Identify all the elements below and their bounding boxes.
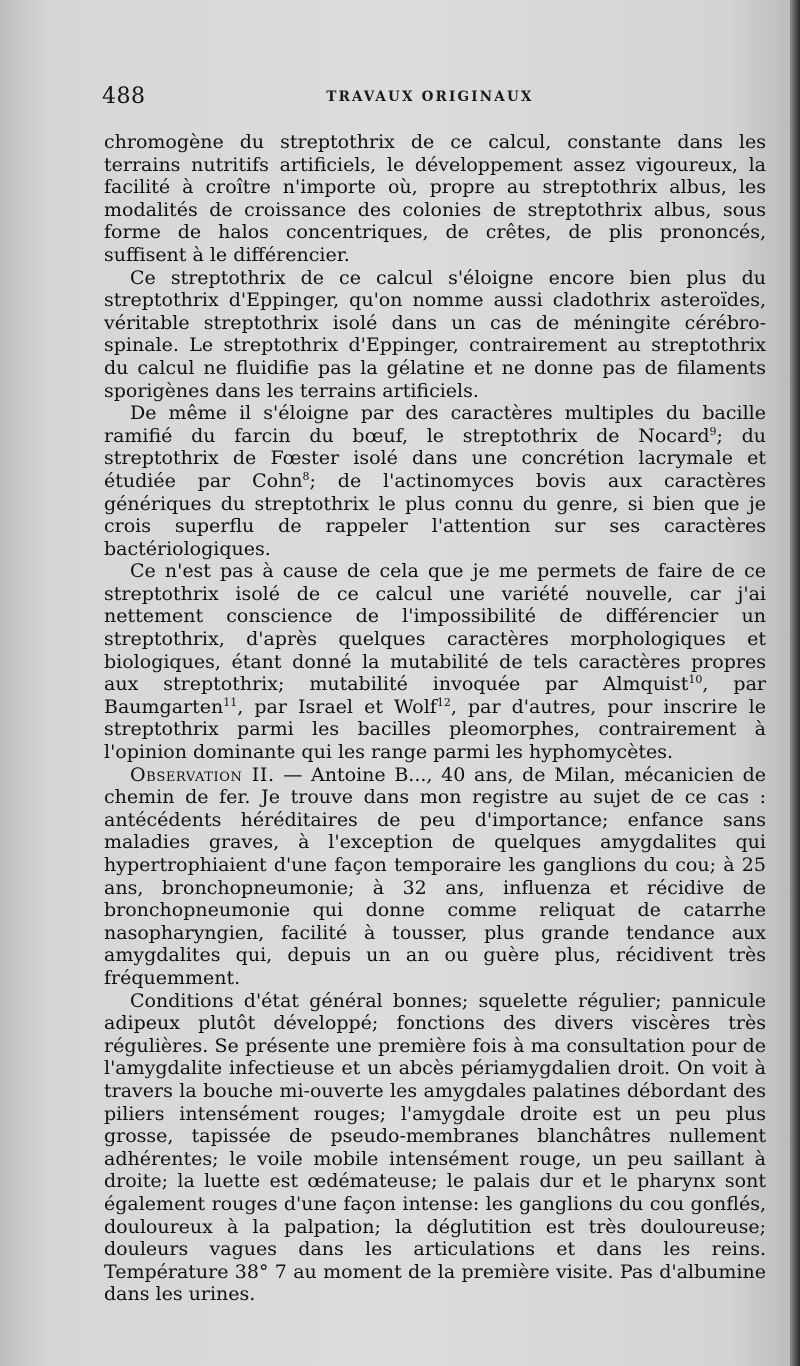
paragraph-4 — [104, 560, 766, 763]
text-segment: De même il s'éloigne par des caractères multiples du bacille ramifié du farcin du bœuf, le streptothrix de Nocard — [104, 402, 766, 447]
observation-label: Observation II. — [130, 763, 275, 786]
footnote-ref: 8 — [302, 469, 310, 483]
text-segment: ; du streptothrix de Fœster isolé dans une concrétion lacrymale et étudiée par Cohn — [104, 424, 767, 492]
page-number: 488 — [102, 84, 146, 109]
running-head: TRAVAUX ORIGINAUX — [326, 89, 534, 105]
footnote-ref: 12 — [436, 695, 451, 709]
paragraph-6: Conditions d'état général bonnes; squelette régulier; pannicule adipeux plutôt développé; fonctions des divers viscères très régulières. Se présente une première fois à ma consultation pour de l'amygdalite infectieuse et un abcès périamygdalien droit. On voit à travers la bouche mi-ouverte les amygdales palatines débordant des piliers intensément rouges; l'amygdale droite est un peu plus grosse, tapissée de pseudo-membranes blanchâtres nullement adhérentes; le voile mobile intensément rouge, un peu saillant à droite; la luette est œdémateuse; le palais dur et le pharynx sont également rouges d'une façon intense: les ganglions du cou gonflés, douloureux à la palpation; la déglutition est très douloureuse; douleurs vagues dans les articulations et dans les reins. Température 38° 7 au moment de la première visite. Pas d'albumine dans les urines. — [104, 989, 766, 1306]
footnote-ref: 11 — [223, 695, 238, 709]
scan-border — [790, 0, 800, 1366]
text-segment: ; de l'actinomyces bovis aux caractères génériques du streptothrix le plus connu du genre, si bien que je crois superflu de rappeler l'attention sur ses caractères bactériologiques. — [104, 469, 766, 560]
paragraph-1: chromogène du streptothrix de ce calcul, constante dans les terrains nutritifs artificiels, le développement assez vigoureux, la facilité à croître n'importe où, propre au streptothrix albus, les modalités de croissance des colonies de streptothrix albus, sous forme de halos concentriques, de crêtes, de plis prononcés, suffisent à le différencier. — [104, 131, 766, 266]
body-text — [104, 131, 766, 1306]
paragraph-2: Ce streptothrix de ce calcul s'éloigne encore bien plus du streptothrix d'Eppinger, qu'on nomme aussi cladothrix asteroïdes, véritable streptothrix isolé dans un cas de méningite cérébro-spinale. Le streptothrix d'Eppinger, contrairement au streptothrix du calcul ne fluidifie pas la gélatine et ne donne pas de filaments sporigènes dans les terrains artificiels. — [104, 266, 766, 402]
footnote-ref: 10 — [688, 673, 703, 687]
text-segment: , par Baumgarten — [104, 673, 767, 718]
observation-paragraph — [104, 764, 766, 990]
footnote-ref: 9 — [709, 424, 717, 438]
text-segment: Ce n'est pas à cause de cela que je me permets de faire de ce streptothrix isolé de ce calcul une variété nouvelle, car j'ai nettement conscience de l'impossibilité de différencier un streptothrix, d'après quelques caractères morphologiques et biologiques, étant donné la mutabilité de tels caractères propres aux streptothrix; mutabilité invoquée par Almquist — [104, 560, 766, 696]
paragraph-3 — [104, 402, 766, 560]
text-segment: , par Israel et Wolf — [237, 695, 437, 718]
text-segment: — Antoine B..., 40 ans, de Milan, mécanicien de chemin de fer. Je trouve dans mon registre au sujet de ce cas : antécédents héréditaires de peu d'importance; enfance sans maladies graves, à l'exception de quelques amygdalites qui hypertrophiaient d'une façon temporaire les ganglions du cou; à 25 ans, bronchopneumonie; à 32 ans, influenza et récidive de bronchopneumonie qui donne comme reliquat de catarrhe nasopharyngien, facilité à tousser, plus grande tendance aux amygdalites qui, depuis un an ou guère plus, récidivent très fréquemment. — [104, 763, 766, 989]
text-segment: , par d'autres, pour inscrire le streptothrix parmi les bacilles pleomorphes, contrairement à l'opinion dominante qui les range parmi les hyphomycètes. — [104, 695, 766, 764]
page-header — [100, 84, 760, 114]
